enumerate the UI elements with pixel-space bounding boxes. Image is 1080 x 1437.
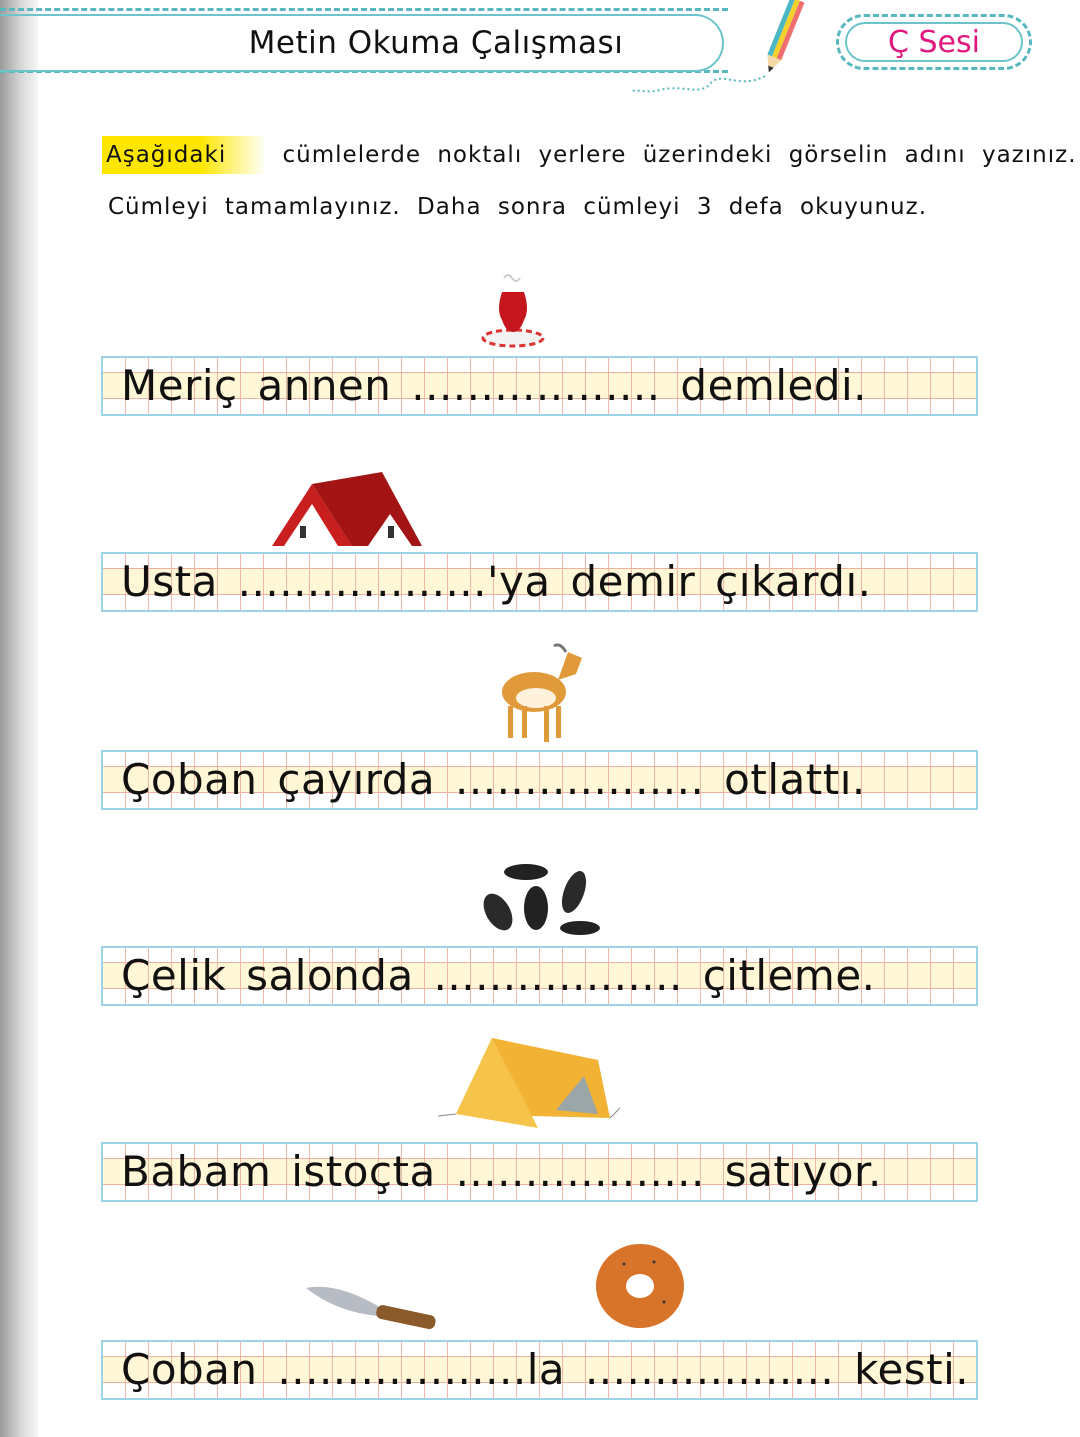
instruction-line-1 [108,142,1077,168]
header-dashed-line-top [0,8,728,11]
instruction-text: cümlelerde noktalı yerlere üzerindeki görselin adını yazınız. [266,142,1077,168]
writing-line-1 [101,356,978,416]
sentence-text: Çoban ..................la .................. kesti. [121,1345,970,1394]
writing-line-5 [101,1142,978,1202]
knife-icon [306,1282,440,1332]
highlighted-word: Aşağıdaki [102,136,266,174]
title-banner [0,14,724,72]
sunflower-seeds-icon [476,860,606,940]
sentence-text: Usta ..................'ya demir çıkardı. [121,557,872,606]
sentence-text: Çelik salonda .................. çitleme. [121,951,876,1000]
sentence-text: Babam istoçta .................. satıyor. [121,1147,882,1196]
sentence-text: Meriç annen .................. demledi. [121,361,868,410]
writing-line-4 [101,946,978,1006]
letter-badge [836,14,1032,70]
roof-icon [272,470,422,546]
page-title: Metin Okuma Çalışması [248,25,624,61]
page-edge-shadow [0,0,38,1437]
writing-line-6 [101,1340,978,1400]
writing-line-2 [101,552,978,612]
simit-icon [594,1242,686,1330]
instruction-line-2: Cümleyi tamamlayınız. Daha sonra cümleyi 3 defa okuyunuz. [108,194,928,220]
badge-label: Ç Sesi [888,24,980,60]
writing-line-3 [101,750,978,810]
tent-icon [438,1032,620,1138]
tea-glass-icon [478,270,548,350]
goat-icon [496,640,588,746]
pencil-icon [620,0,820,100]
sentence-text: Çoban çayırda .................. otlattı. [121,755,866,804]
